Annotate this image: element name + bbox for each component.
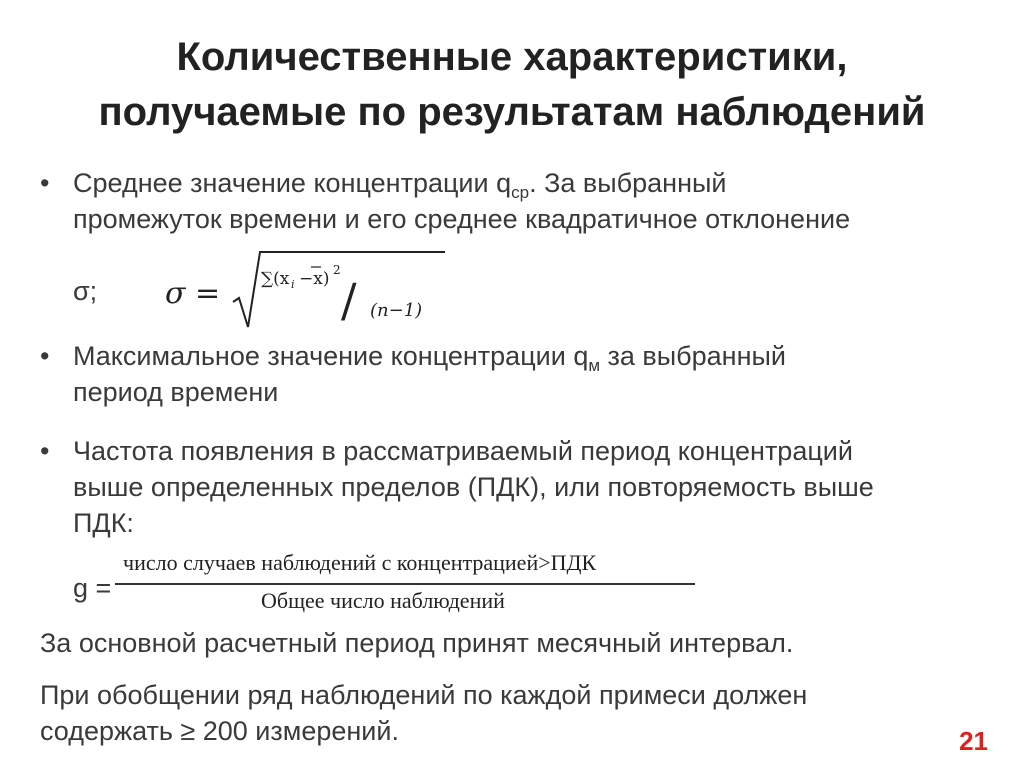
title-line-1: Количественные характеристики,	[176, 35, 848, 79]
bullet-3-line-2: выше определенных пределов (ПДК), или повторяемость выше	[73, 472, 874, 502]
bullet-2-line-2: период времени	[73, 377, 279, 407]
g-fraction-bar	[115, 583, 695, 585]
bullet-1-marker: •	[40, 168, 50, 198]
bullet-2-marker: •	[40, 341, 50, 371]
bullet-3-text	[73, 433, 874, 541]
paragraph-sample-line-2: содержать ≥ 200 измерений.	[40, 716, 399, 746]
sigma-power: 2	[333, 263, 341, 277]
q-cp-subscript: ср	[511, 183, 530, 202]
bullet-1-line-1-pre: Среднее значение концентрации q	[73, 168, 512, 198]
bullet-2-line-1-pre: Максимальное значение концентрации q	[73, 341, 589, 371]
bullet-2-line-1	[73, 338, 786, 374]
sigma-label: σ;	[73, 276, 98, 306]
g-formula	[115, 550, 700, 620]
paragraph-period: За основной расчетный период принят месячный интервал.	[40, 628, 794, 658]
sigma-formula-lhs: σ =	[165, 276, 221, 311]
sigma-formula-graphic	[163, 250, 453, 330]
bullet-1-text	[73, 165, 850, 237]
g-numerator: число случаев наблюдений с концентрацией>ПДК	[123, 550, 597, 575]
bullet-2-line-1-post: за выбранный	[600, 341, 786, 371]
paragraph-sample-line-1: При обобщении ряд наблюдений по каждой примеси должен	[40, 680, 808, 710]
page-number: 21	[959, 726, 988, 756]
bullet-2-text	[73, 338, 786, 410]
sigma-slash: /	[341, 273, 357, 327]
title-line-2: получаемые по результатам наблюдений	[98, 90, 926, 134]
sigma-sub-i: i	[291, 278, 295, 291]
sigma-sum: ∑(x	[261, 269, 290, 289]
g-denominator: Общее число наблюдений	[261, 588, 505, 613]
bullet-3-line-1: Частота появления в рассматриваемый период концентраций	[73, 436, 853, 466]
sigma-denominator: (n−1)	[370, 300, 423, 321]
bullet-1-line-1-post: . За выбранный	[529, 168, 727, 198]
bullet-1-line-2: промежуток времени и его среднее квадратичное отклонение	[73, 204, 851, 234]
q-m-subscript: м	[588, 356, 601, 375]
sigma-minus-xbar: −x)	[299, 269, 330, 289]
bullet-1-line-1	[73, 165, 850, 201]
bullet-3-line-3: ПДК:	[73, 508, 134, 538]
slide-title	[0, 30, 1024, 140]
sigma-formula	[163, 250, 453, 330]
g-label: g =	[73, 573, 112, 603]
bullet-3-marker: •	[40, 436, 50, 466]
